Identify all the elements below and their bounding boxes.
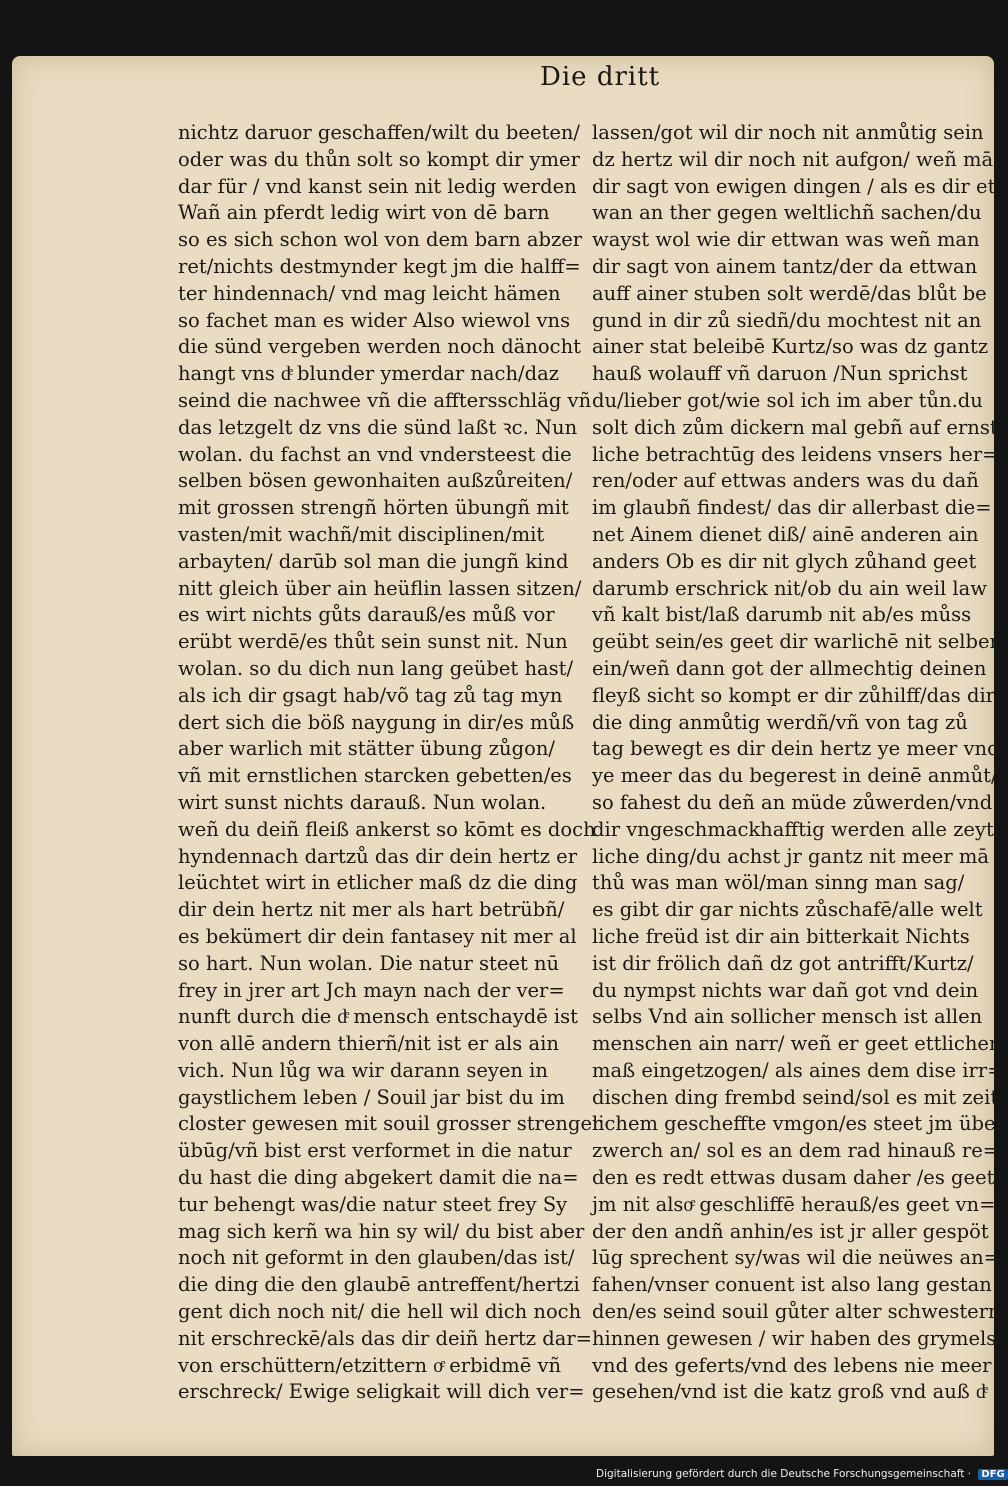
text-line: hangt vns dͤ blunder ymerdar nach/daz <box>178 362 559 386</box>
text-line: so fachet man es wider Also wiewol vns <box>178 308 571 332</box>
text-line: du nympst nichts war dañ got vnd dein <box>592 978 979 1002</box>
text-line: im glaubñ findest/ das dir allerbast die= <box>592 496 992 520</box>
text-line: mag sich kerñ wa hin sy wil/ du bist aber <box>178 1219 585 1243</box>
text-line: gesehen/vnd ist die katz groß vnd auß dͤ <box>592 1380 986 1404</box>
text-line: hinnen gewesen / wir haben des grymels <box>592 1326 997 1350</box>
text-line: ein/weñ dann got der allmechtig deinen <box>592 656 987 680</box>
text-line: nichtz daruor geschaffen/wilt du beeten/ <box>178 121 580 144</box>
text-line: Wañ ain pferdt ledig wirt von dē barn <box>178 201 550 225</box>
text-line: nit erschreckē/als das dir deiñ hertz dar= <box>178 1326 593 1350</box>
text-line: vñ kalt bist/laß darumb nit ab/es můss <box>592 603 972 627</box>
text-line: die sünd vergeben werden noch dänocht <box>178 335 581 359</box>
text-line: liche betrachtūg des leidens vnsers her= <box>592 442 999 466</box>
text-line: leüchtet wirt in etlicher maß dz die ding <box>178 871 578 895</box>
text-line: es gibt dir gar nichts zůschafē/alle welt <box>592 898 983 922</box>
text-line: hyndennach dartzů das dir dein hertz er <box>178 844 578 868</box>
text-line: du/lieber got/wie sol ich im aber tůn.du <box>592 388 983 412</box>
text-line: closter gewesen mit souil grosser strenger <box>178 1112 602 1136</box>
text-line: frey in jrer art Jch mayn nach der ver= <box>178 978 565 1002</box>
text-line: liche freüd ist dir ain bitterkait Nichts <box>592 924 970 948</box>
text-line: ist dir frölich dañ dz got antrifft/Kurtz/ <box>592 951 974 975</box>
text-line: nunft durch die dͤ mensch entschaydē ist <box>178 1005 579 1029</box>
text-line: lichem gescheffte vmgon/es steet jm über <box>592 1112 1005 1136</box>
text-line: so hart. Nun wolan. Die natur steet nū <box>178 951 560 975</box>
text-line: nitt gleich über ain heüflin lassen sitzen/ <box>178 576 582 600</box>
text-line: von allē andern thierñ/nit ist er als ain <box>178 1032 559 1056</box>
running-title: Die dritt <box>540 62 661 92</box>
text-line: dar für / vnd kanst sein nit ledig werden <box>178 174 577 198</box>
text-line: anders Ob es dir nit glych zůhand geet <box>592 549 977 573</box>
text-line: ret/nichts destmynder kegt jm die halff= <box>178 254 581 278</box>
digitization-credit <box>596 1468 1008 1480</box>
text-line: wirt sunst nichts darauß. Nun wolan. <box>178 790 547 814</box>
text-line: so es sich schon wol von dem barn abzer <box>178 228 583 252</box>
text-line: auff ainer stuben solt werdē/das blůt be <box>592 281 987 305</box>
text-line: so fahest du deñ an müde zůwerden/vnd <box>592 790 993 814</box>
text-line: gaystlichem leben / Souil jar bist du im <box>178 1085 565 1109</box>
text-line: wan an ther gegen weltlichñ sachen/du <box>592 201 982 225</box>
text-line: als ich dir gsagt hab/võ tag zů tag myn <box>178 683 563 707</box>
text-line: selben bösen gewonhaiten außzůreiten/ <box>178 469 573 493</box>
text-line: vñ mit ernstlichen starcken gebetten/es <box>178 764 572 788</box>
text-line: dischen ding frembd seind/sol es mit zeit <box>592 1085 999 1109</box>
text-line: die ding die den glaubē antreffent/hertzi <box>178 1273 580 1297</box>
text-line: solt dich zům dickern mal gebñ auf ernst <box>592 415 998 439</box>
text-line: du hast die ding abgekert damit die na= <box>178 1166 579 1190</box>
text-line: den/es seind souil gůter alter schwestern <box>592 1300 1001 1324</box>
text-line: übūg/vñ bist erst verformet in die natur <box>178 1139 572 1163</box>
text-line: den es redt ettwas dusam daher /es geet <box>592 1166 995 1190</box>
text-line: menschen ain narr/ weñ er geet ettlicher <box>592 1032 999 1056</box>
text-line: die ding anmůtig werdñ/vñ von tag zů <box>592 710 968 734</box>
right-text-column <box>592 120 1005 1406</box>
text-line: vich. Nun lůg wa wir darann seyen in <box>178 1058 548 1082</box>
text-line: ainer stat beleibē Kurtz/so was dz gantz <box>592 335 989 359</box>
text-line: von erschüttern/etzittern oͤ erbidmē vñ <box>178 1353 562 1377</box>
text-line: zwerch an/ sol es an dem rad hinauß re= <box>592 1139 1000 1163</box>
text-line: es wirt nichts gůts darauß/es můß vor <box>178 603 555 627</box>
text-line: jm nit alsoͤ geschliffē herauß/es geet vn= <box>592 1192 996 1216</box>
text-line: oder was du thůn solt so kompt dir ymer <box>178 147 580 171</box>
text-line: dir sagt von ewigen dingen / als es dir et <box>592 174 996 198</box>
text-line: wolan. du fachst an vnd vndersteest die <box>178 442 572 466</box>
text-line: aber warlich mit stätter übung zůgon/ <box>178 737 555 761</box>
text-line: fahen/vnser conuent ist also lang gestan <box>592 1273 992 1297</box>
text-line: liche ding/du achst jr gantz nit meer mā <box>592 844 989 868</box>
text-line: seind die nachwee vñ die afftersschläg vñ <box>178 388 592 412</box>
text-line: es bekümert dir dein fantasey nit mer al <box>178 924 577 948</box>
text-line: dir dein hertz nit mer als hart betrübñ/ <box>178 898 565 922</box>
text-line: thů was man wöl/man sinng man sag/ <box>592 871 965 895</box>
text-line: dz hertz wil dir noch nit aufgon/ weñ mā <box>592 147 994 171</box>
text-line: arbayten/ darūb sol man die jungñ kind <box>178 549 569 573</box>
text-line: fleyß sicht so kompt er dir zůhilff/das dir <box>592 683 995 707</box>
text-line: dir vngeschmackhafftig werden alle zeyt <box>592 817 994 841</box>
text-line: net Ainem dienet diß/ ainē anderen ain <box>592 522 979 546</box>
text-line: wolan. so du dich nun lang geübet hast/ <box>178 656 574 680</box>
text-line: lūg sprechent sy/was wil die neüwes an= <box>592 1246 1000 1270</box>
text-line: vasten/mit wachñ/mit disciplinen/mit <box>178 522 545 546</box>
text-line: geübt sein/es geet dir warlichē nit selber <box>592 630 999 654</box>
text-line: maß eingetzogen/ als aines dem dise irr= <box>592 1058 1004 1082</box>
text-line: der den andñ anhin/es ist jr aller gespöt <box>592 1219 989 1243</box>
text-line: gent dich noch nit/ die hell wil dich noch <box>178 1300 582 1324</box>
text-line: ye meer das du begerest in deinē anmůt/ <box>592 764 998 788</box>
text-line: das letzgelt dz vns die sünd laßt ꝛc. Nun <box>178 415 578 439</box>
text-line: dert sich die böß naygung in dir/es můß <box>178 710 575 734</box>
text-line: vnd des geferts/vnd des lebens nie meer <box>592 1353 992 1377</box>
text-line: weñ du deiñ fleiß ankerst so kōmt es doch <box>178 817 596 841</box>
text-line: erschreck/ Ewige seligkait will dich ver= <box>178 1380 585 1404</box>
credit-text: Digitalisierung gefördert durch die Deutsche Forschungsgemeinschaft · <box>596 1468 972 1480</box>
text-line: mit grossen strengñ hörten übungñ mit <box>178 496 569 520</box>
text-line: ren/oder auf ettwas anders was du dañ <box>592 469 979 493</box>
text-line: tur behengt was/die natur steet frey Sy <box>178 1192 568 1216</box>
text-line: lassen/got wil dir noch nit anmůtig sein <box>592 121 984 144</box>
dfg-logo: DFG <box>978 1469 1007 1480</box>
text-line: erübt werdē/es thůt sein sunst nit. Nun <box>178 630 568 654</box>
text-line: gund in dir zů siedñ/du mochtest nit an <box>592 308 982 332</box>
text-line: selbs Vnd ain sollicher mensch ist allen <box>592 1005 983 1029</box>
left-text-column <box>178 120 602 1406</box>
text-line: ter hindennach/ vnd mag leicht hämen <box>178 281 561 305</box>
text-line: wayst wol wie dir ettwan was weñ man <box>592 228 980 252</box>
text-line: darumb erschrick nit/ob du ain weil law <box>592 576 987 600</box>
text-line: dir sagt von ainem tantz/der da ettwan <box>592 254 978 278</box>
text-line: hauß wolauff vñ daruon /Nun sprichst <box>592 362 968 386</box>
text-line: tag bewegt es dir dein hertz ye meer vnd <box>592 737 1000 761</box>
text-line: noch nit geformt in den glauben/das ist/ <box>178 1246 575 1270</box>
